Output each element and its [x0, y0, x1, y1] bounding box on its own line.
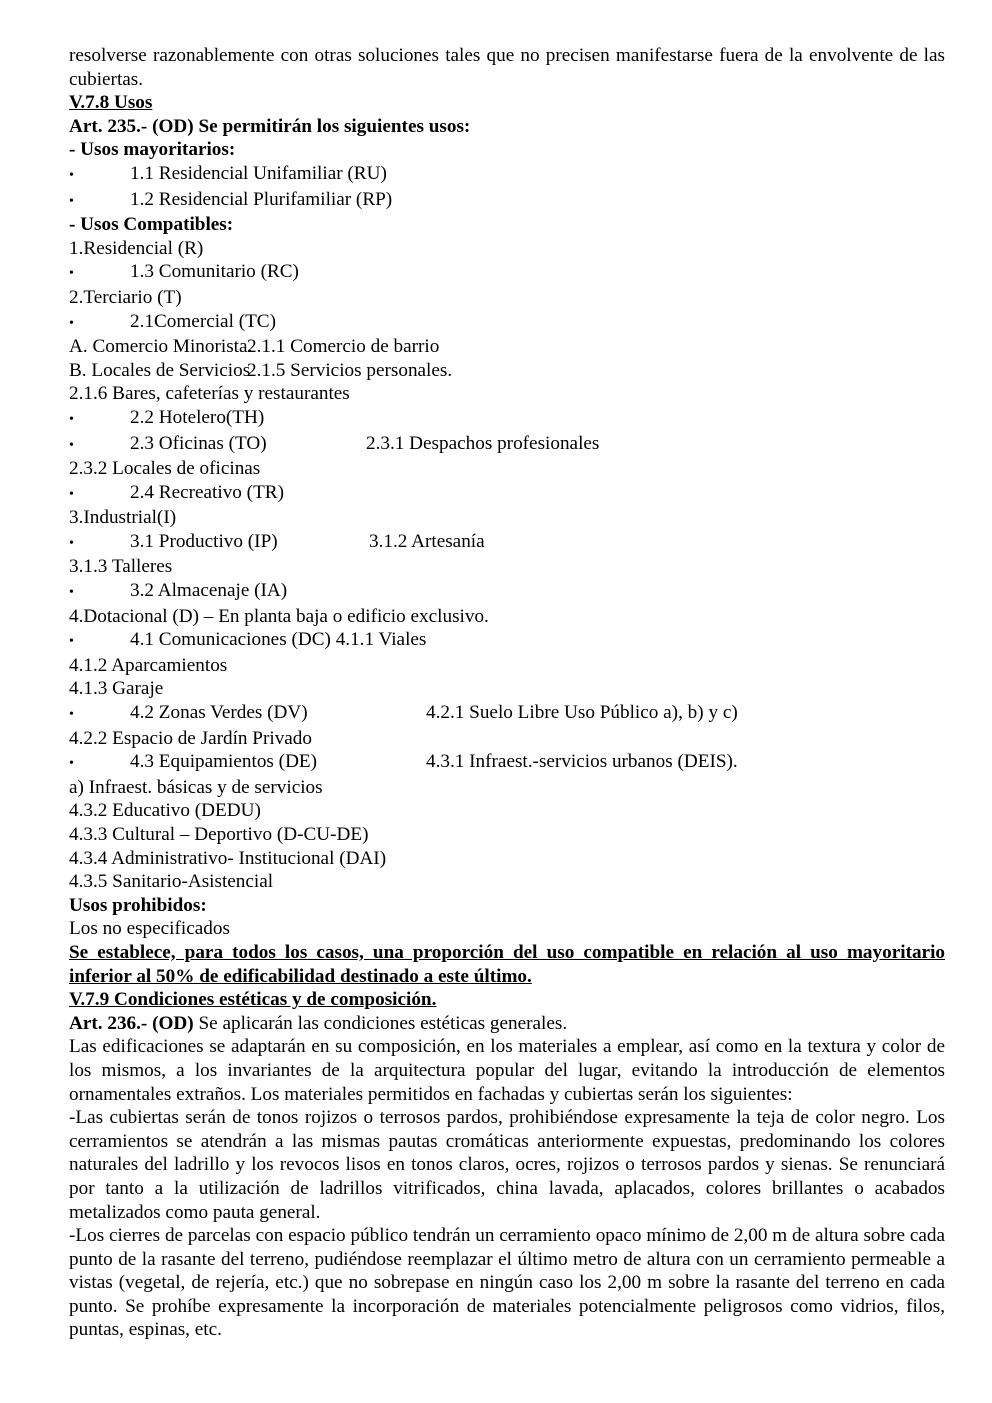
list-item: 3.Industrial(I) [69, 507, 177, 529]
list-item-two-column [69, 359, 945, 383]
list-item: 2.3.2 Locales de oficinas [69, 458, 261, 480]
list-item [69, 481, 945, 507]
list-item [69, 579, 945, 605]
list-item: 4.3.2 Educativo (DEDU) [69, 800, 261, 822]
list-item-label-left: 3.1 Productivo (IP) [130, 530, 278, 552]
list-item: 1.Residencial (R) [69, 237, 204, 259]
usos-mayoritarios-label: - Usos mayoritarios: [69, 139, 236, 161]
usos-prohibidos-label: Usos prohibidos: [69, 894, 207, 916]
list-item-label-left: B. Locales de Servicios [69, 359, 251, 381]
list-item-two-column [69, 750, 945, 776]
list-item-two-column [69, 432, 945, 458]
article-236-heading [69, 1012, 945, 1036]
list-item-label: 2.4 Recreativo (TR) [130, 481, 284, 503]
bullet-icon: • [69, 315, 74, 331]
list-item [69, 260, 945, 286]
list-item-label-left: A. Comercio Minorista. [69, 336, 253, 358]
list-item: 4.1.2 Aparcamientos [69, 654, 228, 676]
list-item-label-right: 3.1.2 Artesanía [369, 530, 485, 552]
list-item-label: 1.3 Comunitario (RC) [130, 261, 299, 283]
list-item [69, 162, 945, 188]
list-item-two-column [69, 335, 945, 359]
list-item-label-left: 4.3 Equipamientos (DE) [130, 751, 318, 773]
list-item-label-right: 2.1.5 Servicios personales. [247, 359, 453, 381]
list-item-label-right: 2.1.1 Comercio de barrio [247, 336, 440, 358]
list-item [69, 188, 945, 214]
list-item-label: 2.2 Hotelero(TH) [130, 406, 265, 428]
list-item-label: 2.1Comercial (TC) [130, 310, 276, 332]
paragraph-cierres: -Los cierres de parcelas con espacio público tendrán un cerramiento opaco mínimo de 2,00 m de altura sobre cada punto de la rasante del terreno, pudiéndose reemplazar el último metro de altura con un cerramiento permeable a vistas (vegetal, de rejería, etc.) que no sobrepase en ningún caso los 2,00 m sobre la rasante del terreno en cada punto. Se prohíbe expresamente la incorporación de materiales potencialmente peligrosos como vidrios, filos, puntas, espinas, etc. [69, 1225, 945, 1341]
proporcion-statement: Se establece, para todos los casos, una proporción del uso compatible en relación al uso mayoritario inferior al 50% de edificabilidad destinado a este último. [69, 941, 945, 987]
bullet-icon: • [69, 486, 74, 502]
list-item-two-column [69, 701, 945, 727]
bullet-icon: • [69, 167, 74, 183]
list-item-label-left: 2.3 Oficinas (TO) [130, 432, 267, 454]
bullet-icon: • [69, 634, 74, 650]
list-item: 4.3.3 Cultural – Deportivo (D-CU-DE) [69, 824, 369, 845]
list-item [69, 406, 945, 432]
bullet-icon: • [69, 193, 74, 209]
list-item: 4.3.5 Sanitario-Asistencial [69, 871, 274, 893]
bullet-icon: • [69, 266, 74, 282]
paragraph-cubiertas: -Las cubiertas serán de tonos rojizos o terrosos pardos, prohibiéndose expresamente la teja de color negro. Los cerramientos se atendrán a las mismas pautas cromáticas anteriormente expuestas, predominando los colores naturales del ladrillo y los revocos lisos en tonos claros, ocres, rojizos o terrosos pardos y sienas. Se renunciará por tanto a la utilización de ladrillos vitrificados, china lavada, aplacados, colores brillantes o acabados metalizados como pauta general. [69, 1107, 945, 1223]
heading-v78-usos: V.7.8 Usos [69, 92, 153, 114]
list-item-label-right: 2.3.1 Despachos profesionales [366, 432, 600, 454]
bullet-icon: • [69, 756, 74, 772]
list-item: 4.3.4 Administrativo- Institucional (DAI) [69, 847, 387, 869]
list-item: 2.Terciario (T) [69, 286, 182, 308]
bullet-icon: • [69, 707, 74, 723]
document-body [69, 44, 945, 1342]
list-item-label: 1.1 Residencial Unifamiliar (RU) [130, 162, 387, 184]
list-item-label: 1.2 Residencial Plurifamiliar (RP) [130, 188, 393, 210]
bullet-icon: • [69, 411, 74, 427]
list-item: 4.1.3 Garaje [69, 678, 164, 700]
list-item: a) Infraest. básicas y de servicios [69, 776, 323, 798]
list-item: 4.2.2 Espacio de Jardín Privado [69, 727, 312, 749]
list-item: 3.1.3 Talleres [69, 556, 173, 578]
heading-v79-condiciones: V.7.9 Condiciones estéticas y de composición. [69, 989, 437, 1011]
intro-paragraph: resolverse razonablemente con otras soluciones tales que no precisen manifestarse fuera de la envolvente de las cubiertas. [69, 45, 945, 90]
list-item-label-right: 4.2.1 Suelo Libre Uso Público a), b) y c) [426, 702, 738, 724]
list-item-label: 4.1 Comunicaciones (DC) 4.1.1 Viales [130, 629, 427, 651]
list-item [69, 628, 945, 654]
paragraph-adaptacion: Las edificaciones se adaptarán en su composición, en los materiales a emplear, así como en la textura y color de los mismos, a los invariantes de la arquitectura popular del lugar, evitando la introducción de elementos ornamentales extraños. Los materiales permitidos en fachadas y cubiertas serán los siguientes: [69, 1036, 945, 1105]
usos-prohibidos-value: Los no especificados [69, 918, 230, 940]
article-235-heading: Art. 235.- (OD) Se permitirán los siguientes usos: [69, 115, 471, 137]
list-item: 4.Dotacional (D) – En planta baja o edificio exclusivo. [69, 605, 489, 627]
list-item-label-left: 4.2 Zonas Verdes (DV) [130, 702, 308, 724]
bullet-icon: • [69, 585, 74, 601]
list-item-two-column [69, 530, 945, 556]
list-item-label: 3.2 Almacenaje (IA) [130, 580, 288, 602]
list-item: 2.1.6 Bares, cafeterías y restaurantes [69, 383, 350, 405]
list-item [69, 310, 945, 336]
article-236-rest: Se aplicarán las condiciones estéticas generales. [193, 1012, 568, 1034]
usos-compatibles-label: - Usos Compatibles: [69, 214, 234, 236]
bullet-icon: • [69, 437, 74, 453]
bullet-icon: • [69, 535, 74, 551]
article-236-prefix: Art. 236.- (OD) [69, 1012, 194, 1034]
list-item-label-right: 4.3.1 Infraest.-servicios urbanos (DEIS). [426, 751, 738, 773]
